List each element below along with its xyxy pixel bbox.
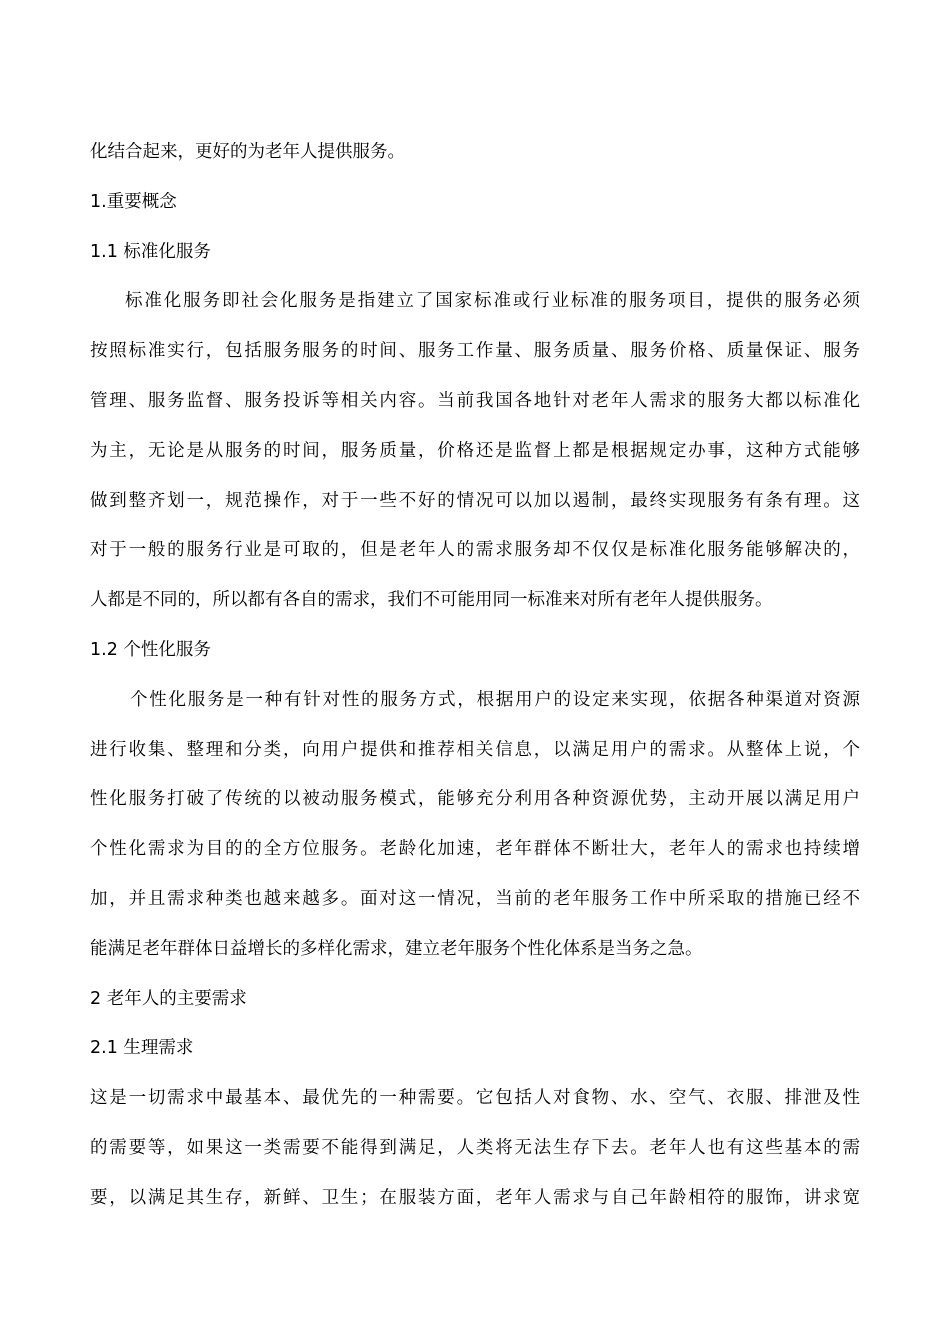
section-heading: 1.重要概念 bbox=[90, 191, 177, 212]
paragraph-line: 对于一般的服务行业是可取的，但是老年人的需求服务却不仅仅是标准化服务能够解决的， bbox=[90, 540, 860, 561]
paragraph-line: 个性化服务是一种有针对性的服务方式，根据用户的设定来实现，依据各种渠道对资源 bbox=[130, 689, 860, 710]
paragraph-line: 化结合起来，更好的为老年人提供服务。 bbox=[90, 142, 405, 162]
paragraph-line: 个性化需求为目的的全方位服务。老龄化加速，老年群体不断壮大，老年人的需求也持续增 bbox=[90, 839, 860, 860]
paragraph-line: 加，并且需求种类也越来越多。面对这一情况，当前的老年服务工作中所采取的措施已经不 bbox=[90, 888, 860, 909]
document-body bbox=[90, 128, 860, 1224]
paragraph-line: 做到整齐划一，规范操作，对于一些不好的情况可以加以遏制，最终实现服务有条有理。这 bbox=[90, 490, 860, 511]
subsection-heading: 2.1 生理需求 bbox=[90, 1038, 194, 1059]
section-heading: 2 老年人的主要需求 bbox=[90, 988, 247, 1009]
paragraph-line: 按照标准实行，包括服务服务的时间、服务工作量、服务质量、服务价格、质量保证、服务 bbox=[90, 341, 860, 362]
paragraph-line: 进行收集、整理和分类，向用户提供和推荐相关信息，以满足用户的需求。从整体上说，个 bbox=[90, 739, 860, 760]
paragraph-line: 这是一切需求中最基本、最优先的一种需要。它包括人对食物、水、空气、衣服、排泄及性 bbox=[90, 1088, 860, 1109]
paragraph-line: 标准化服务即社会化服务是指建立了国家标准或行业标准的服务项目，提供的服务必须 bbox=[125, 291, 860, 312]
paragraph-line: 管理、服务监督、服务投诉等相关内容。当前我国各地针对老年人需求的服务大都以标准化 bbox=[90, 390, 860, 411]
paragraph-line: 为主，无论是从服务的时间，服务质量，价格还是监督上都是根据规定办事，这种方式能够 bbox=[90, 440, 860, 461]
subsection-heading: 1.1 标准化服务 bbox=[90, 241, 211, 262]
paragraph-line: 的需要等，如果这一类需要不能得到满足，人类将无法生存下去。老年人也有这些基本的需 bbox=[90, 1137, 860, 1158]
paragraph-line: 性化服务打破了传统的以被动服务模式，能够充分利用各种资源优势，主动开展以满足用户 bbox=[90, 789, 860, 810]
paragraph-line: 能满足老年群体日益增长的多样化需求，建立老年服务个性化体系是当务之急。 bbox=[90, 938, 703, 959]
paragraph-line: 要，以满足其生存，新鲜、卫生；在服装方面，老年人需求与自己年龄相符的服饰，讲求宽 bbox=[90, 1187, 860, 1208]
paragraph-line: 人都是不同的，所以都有各自的需求，我们不可能用同一标准来对所有老年人提供服务。 bbox=[90, 590, 773, 611]
subsection-heading: 1.2 个性化服务 bbox=[90, 639, 211, 660]
